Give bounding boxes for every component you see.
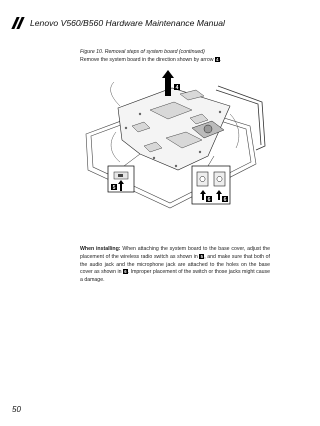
- svg-text:5: 5: [112, 185, 116, 191]
- inset-wireless-switch: [108, 166, 134, 192]
- inset-audio-jacks: [192, 166, 230, 204]
- note-text-part-3: . Improper placement of the switch or those jacks might cause a damage.: [80, 269, 270, 284]
- svg-text:6: 6: [207, 197, 211, 203]
- note-text-part-2: , and make sure that both of the audio jack and the microphone jack are attached to the holes on the base cover as shown in: [80, 253, 270, 276]
- note-step-badge-6: 6: [124, 269, 127, 275]
- note-label: When installing:: [80, 246, 121, 252]
- page-number: 50: [12, 405, 21, 414]
- note-text-part-1: When attaching the system board to the base cover, adjust the placement of the wireless radio switch as shown in: [80, 246, 270, 260]
- manual-logo-mark: [10, 17, 26, 29]
- instruction-text: Remove the system board in the direction shown by arrow: [80, 57, 215, 64]
- instruction-end: .: [219, 57, 222, 64]
- step-number-badge: 4: [216, 57, 219, 62]
- installation-note: [80, 246, 270, 285]
- figure-caption: Figure 10. Removal steps of system board (continued): [80, 49, 205, 55]
- page-header: [10, 16, 225, 30]
- system-board-illustration: [80, 66, 270, 226]
- figure-instruction: [80, 57, 221, 63]
- callout-4: [174, 84, 180, 91]
- manual-title: Lenovo V560/B560 Hardware Maintenance Manual: [30, 18, 225, 28]
- svg-text:6: 6: [223, 197, 227, 203]
- svg-text:4: 4: [175, 85, 179, 91]
- note-step-badge-5: 5: [200, 253, 203, 259]
